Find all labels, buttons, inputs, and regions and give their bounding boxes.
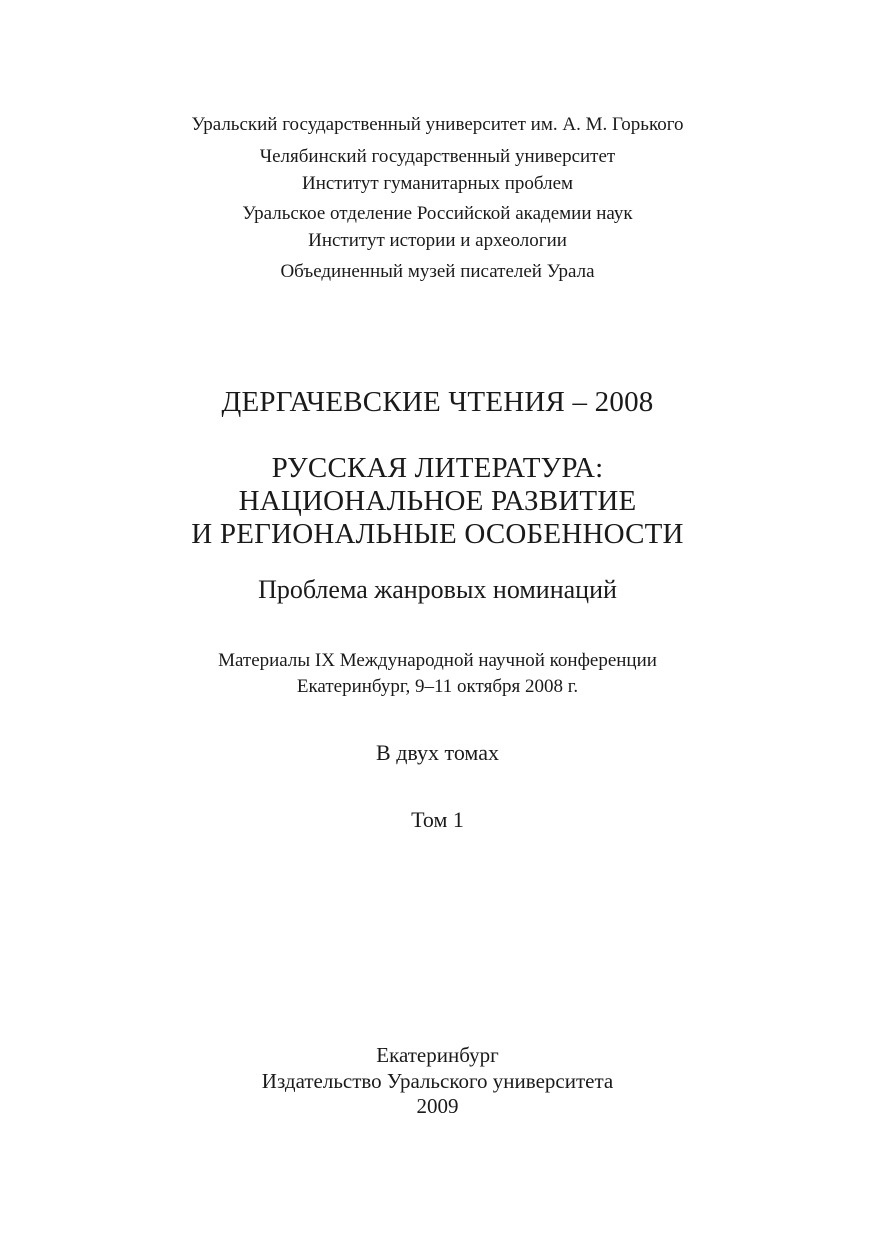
main-title-line: НАЦИОНАЛЬНОЕ РАЗВИТИЕ <box>238 485 637 517</box>
conference-line: Материалы IX Международной научной конференции <box>218 650 657 671</box>
main-title-line: И РЕГИОНАЛЬНЫЕ ОСОБЕННОСТИ <box>191 518 684 550</box>
organization-line: Институт истории и археологии <box>308 230 567 251</box>
organization-line: Институт гуманитарных проблем <box>301 173 574 194</box>
imprint-year: 2009 <box>416 1094 459 1118</box>
main-title-line: РУССКАЯ ЛИТЕРАТУРА: <box>271 452 604 484</box>
volumes-note: В двух томах <box>376 740 499 765</box>
organization-line: Объединенный музей писателей Урала <box>280 261 595 282</box>
conference-line: Екатеринбург, 9–11 октября 2008 г. <box>296 676 579 697</box>
imprint-city: Екатеринбург <box>376 1043 499 1067</box>
organization-line: Челябинский государственный университет <box>259 146 616 167</box>
imprint-publisher: Издательство Уральского университета <box>261 1069 614 1093</box>
volume-number: Том 1 <box>411 807 464 832</box>
organization-line: Уральское отделение Российской академии наук <box>242 203 633 224</box>
series-title: ДЕРГАЧЕВСКИЕ ЧТЕНИЯ – 2008 <box>221 386 654 418</box>
subtitle: Проблема жанровых номинаций <box>258 575 617 604</box>
organization-line: Уральский государственный университет им. А. М. Горького <box>191 114 684 135</box>
